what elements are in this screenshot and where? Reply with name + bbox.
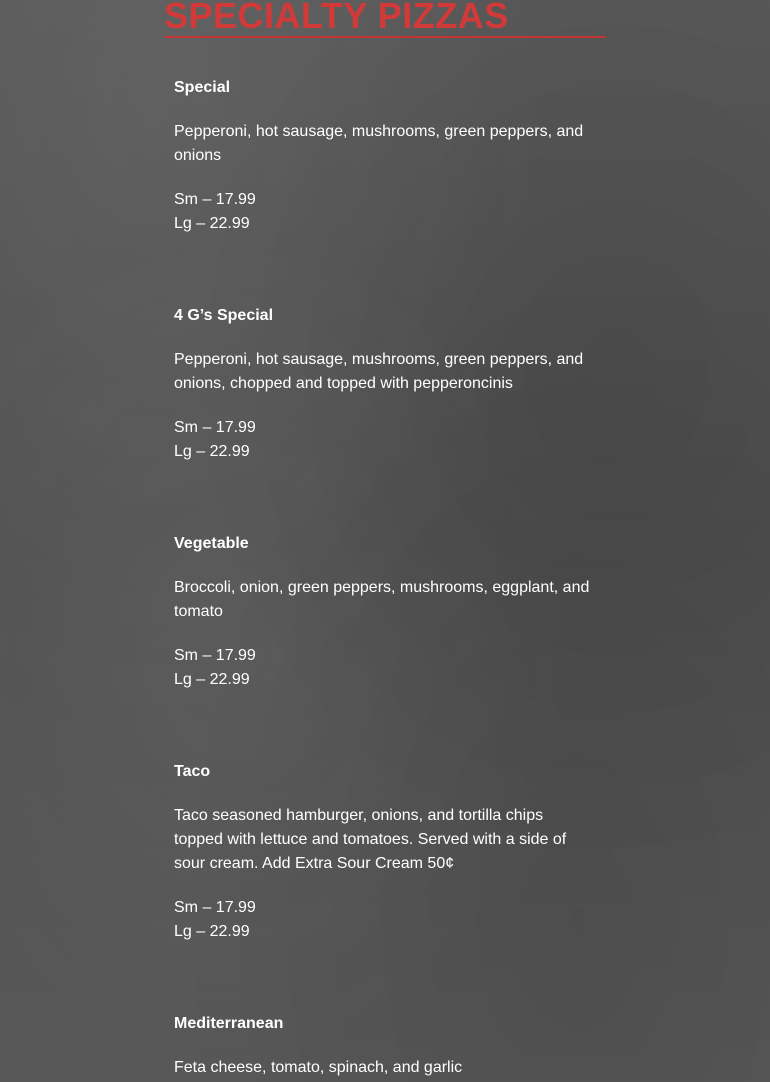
item-price-large: Lg – 22.99: [174, 923, 250, 940]
item-price-small: Sm – 17.99: [174, 191, 256, 208]
menu-item-4gs-special: [174, 304, 596, 464]
menu-item-mediterranean: [174, 1012, 596, 1080]
item-name: 4 G’s Special: [174, 307, 274, 324]
item-name: Taco: [174, 763, 211, 780]
menu-item-special: [174, 76, 596, 236]
item-name: Mediterranean: [174, 1015, 284, 1032]
item-price-large: Lg – 22.99: [174, 671, 250, 688]
menu-items-list: [164, 76, 606, 1080]
section-title: SPECIALTY PIZZAS: [164, 0, 509, 36]
item-description: Pepperoni, hot sausage, mushrooms, green peppers, and onions, chopped and topped with pepperoncinis: [174, 351, 584, 392]
item-description: Broccoli, onion, green peppers, mushrooms, eggplant, and tomato: [174, 579, 590, 620]
menu-item-vegetable: [174, 532, 596, 692]
item-price-small: Sm – 17.99: [174, 419, 256, 436]
item-description: Pepperoni, hot sausage, mushrooms, green peppers, and onions: [174, 123, 584, 164]
item-price-large: Lg – 22.99: [174, 443, 250, 460]
item-name: Special: [174, 79, 231, 96]
menu-item-taco: [174, 760, 596, 944]
specialty-pizzas-section: [164, 0, 606, 1082]
item-price-small: Sm – 17.99: [174, 899, 256, 916]
item-description: Feta cheese, tomato, spinach, and garlic: [174, 1059, 463, 1076]
item-price-large: Lg – 22.99: [174, 215, 250, 232]
item-description: Taco seasoned hamburger, onions, and tortilla chips topped with lettuce and tomatoes. Served with a side of sour cream. Add Extra Sour Cream 50¢: [174, 807, 567, 872]
item-price-small: Sm – 17.99: [174, 647, 256, 664]
item-name: Vegetable: [174, 535, 249, 552]
title-underline: [164, 36, 606, 38]
